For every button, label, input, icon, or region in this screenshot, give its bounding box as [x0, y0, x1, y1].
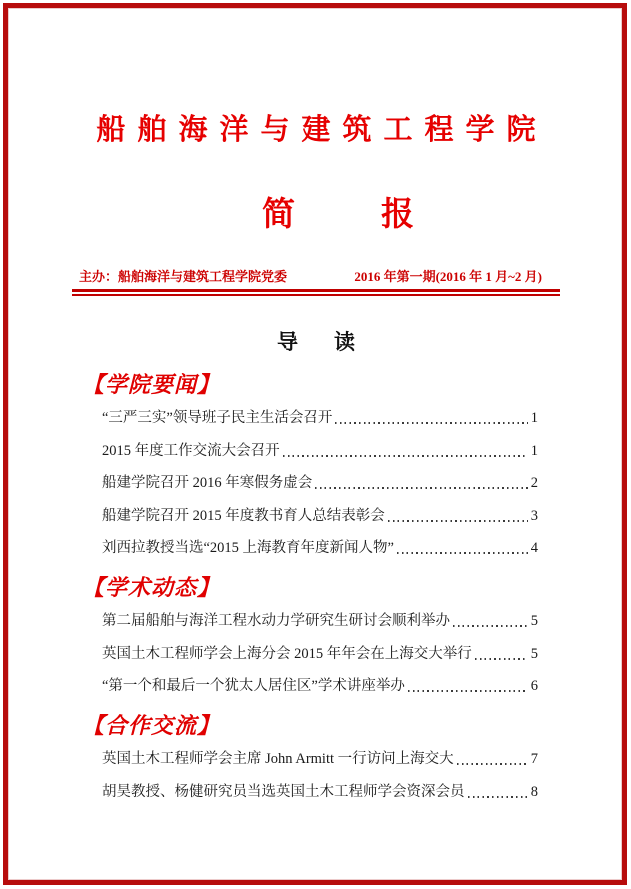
section-heading: 【学术动态】 — [82, 575, 221, 600]
toc-entry-title: 英国土木工程师学会上海分会 2015 年年会在上海交大举行 — [102, 645, 472, 662]
guide-heading — [72, 329, 560, 355]
subtitle-char-jian: 简 — [262, 197, 295, 233]
toc-entry-page: 1 — [530, 410, 538, 426]
guide-char-du: 读 — [334, 330, 355, 354]
toc-entry-title: 胡昊教授、杨健研究员当选英国土木工程师学会资深会员 — [102, 783, 465, 800]
toc-section — [72, 574, 560, 696]
dot-leader — [475, 658, 528, 660]
toc-entry — [102, 676, 538, 696]
guide-char-dao: 导 — [277, 330, 298, 354]
toc-entry-page: 8 — [530, 783, 538, 800]
subtitle-char-bao: 报 — [381, 197, 414, 233]
toc-entry-page: 1 — [530, 442, 538, 459]
toc-entry — [102, 506, 538, 526]
masthead-info-row — [72, 267, 560, 287]
section-rows — [72, 749, 560, 802]
dot-leader — [397, 552, 528, 554]
dot-leader — [315, 487, 528, 489]
toc-entry-title: “第一个和最后一个犹太人居住区”学术讲座举办 — [102, 678, 405, 694]
toc-section — [72, 371, 560, 558]
toc-section — [72, 712, 560, 802]
toc-entry — [102, 782, 538, 802]
toc-entry-page: 7 — [530, 751, 538, 767]
dot-leader — [283, 455, 528, 457]
toc-entry-title: 船建学院召开 2015 年度教书育人总结表彰会 — [102, 507, 385, 524]
toc-entry-title: 刘西拉教授当选“2015 上海教育年度新闻人物” — [102, 540, 394, 556]
toc-entry — [102, 441, 538, 461]
toc-entry-page: 6 — [530, 678, 538, 694]
toc-entry — [102, 749, 538, 769]
toc-entry-page: 2 — [530, 475, 538, 491]
dot-leader — [457, 763, 528, 765]
organizer-line: 主办：船舶海洋与建筑工程学院党委 — [79, 269, 288, 284]
page-content — [72, 8, 560, 814]
masthead-rule — [72, 289, 560, 296]
section-rows — [72, 611, 560, 696]
toc-entry — [102, 611, 538, 631]
toc-entry-title: 船建学院召开 2016 年寒假务虚会 — [102, 475, 313, 491]
dot-leader — [468, 796, 528, 798]
dot-leader — [335, 422, 527, 424]
toc-entry-page: 5 — [530, 645, 538, 662]
toc-entry-page: 4 — [530, 540, 538, 556]
toc-entry-title: 第二届船舶与海洋工程水动力学研究生研讨会顺利举办 — [102, 613, 450, 629]
section-heading: 【合作交流】 — [82, 713, 221, 738]
section-heading: 【学院要闻】 — [82, 372, 221, 397]
masthead-subtitle — [94, 195, 582, 236]
toc-entry — [102, 538, 538, 558]
toc-entry-title: 2015 年度工作交流大会召开 — [102, 442, 280, 459]
section-rows — [72, 408, 560, 558]
toc-entry-title: “三严三实”领导班子民主生活会召开 — [102, 410, 333, 426]
toc — [72, 371, 560, 802]
toc-entry — [102, 408, 538, 428]
toc-entry-title: 英国土木工程师学会主席 John Armitt 一行访问上海交大 — [102, 751, 454, 767]
toc-entry — [102, 473, 538, 493]
issue-line: 2016 年第一期(2016 年 1 月~2 月) — [354, 269, 542, 284]
dot-leader — [408, 690, 528, 692]
dot-leader — [453, 625, 528, 627]
toc-entry-page: 3 — [530, 507, 538, 524]
toc-entry — [102, 644, 538, 664]
dot-leader — [388, 520, 528, 522]
masthead-title: 船舶海洋与建筑工程学院 — [96, 114, 548, 146]
toc-entry-page: 5 — [530, 613, 538, 629]
